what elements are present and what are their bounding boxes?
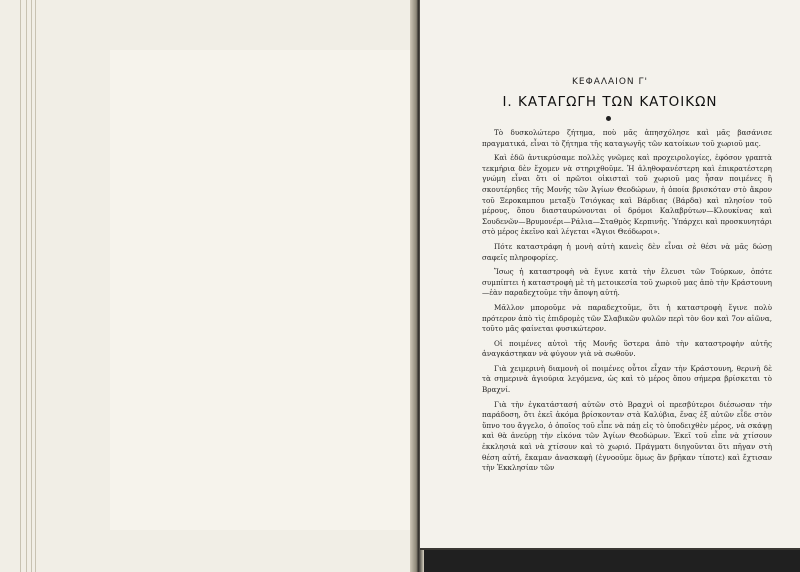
paragraph: Γιὰ τὴν ἐγκατάστασή αὐτῶν στὸ Βραχνὶ οἱ πρεσβύτεροι διέσωσαν τὴν παράδοση, ὅτι ἐκεῖ ἀκόμα βρίσκονταν στὰ Καλύβια, ἕνας ἐξ αὐτῶν εἶδε στὸν ὕπνο του ἄγγελο, ὁ ὁποῖος τοῦ εἶπε νὰ πάῃ εἰς τὸ ὑποδειχθὲν μέρος, νὰ σκάψῃ καὶ θὰ ἀνεύρῃ τὴν εἰκόνα τῶν Ἁγίων Θεοδώρων. Ἐκεῖ τοῦ εἶπε νὰ χτίσουν ἐκκλησιὰ καὶ νὰ χτίσουν καὶ τὸ χωριό. Πράγματι διηγοῦνται ὅτι πῆγαν στὴ θέση αὐτή, ἔκαμαν ἀνασκαφὴ (ἐγνοοῦμε ὅμως ἂν βρῆκαν τίποτε) καὶ ἔχτισαν τὴν Ἐκκλησίαν τῶν xyxy=(482,399,772,473)
paragraph: Μᾶλλον μποροῦμε νὰ παραδεχτοῦμε, ὅτι ἡ καταστροφὴ ἔγινε πολὺ πρότερον ἀπὸ τὶς ἐπιδρομὲς τῶν Σλαβικῶν φυλῶν περὶ τὸν 6ον καὶ 7ον αἰῶνα, τοῦτο μᾶς φαίνεται φυσικώτερον. xyxy=(482,302,772,334)
page-edge-line xyxy=(35,0,36,572)
paragraph: Γιὰ χειμερινὴ διαμονὴ οἱ ποιμένες οὗτοι εἶχαν τὴν Κράστουνη, θερινὴ δὲ τὰ σημερινὰ ἀγιούρια λεγόμενα, ὡς καὶ τὸ μέρος ὅπου σήμερα βρίσκεται τὸ Βραχνί. xyxy=(482,363,772,395)
page-edge-line xyxy=(31,0,32,572)
chapter-label: ΚΕΦΑΛΑΙΟΝ Γ' xyxy=(572,77,648,87)
page-edge-line xyxy=(20,0,21,572)
paragraph: Τὸ δυσκολώτερο ζήτημα, ποὺ μᾶς ἀπησχόλησε καὶ μᾶς βασάνισε πραγματικά, εἶναι τὸ ζήτημα τῆς καταγωγῆς τῶν κατοίκων τοῦ χωριοῦ μας. xyxy=(482,128,772,148)
blank-page-area xyxy=(110,50,410,530)
body-text xyxy=(482,128,772,478)
chapter-title: I. ΚΑΤΑΓΩΓΗ ΤΩΝ ΚΑΤΟΙΚΩΝ xyxy=(502,94,718,110)
page-edge-line xyxy=(26,0,27,572)
paragraph: Ἴσως ἡ καταστροφὴ νὰ ἔγινε κατὰ τὴν ἔλευσι τῶν Τούρκων, ὁπότε συμπίπτει ἡ καταστροφὴ μὲ τὴ μετοικεσία τοῦ χωριοῦ μας ἀπὸ τὴν Κράστουνη—ἐὰν παραδεχτοῦμε τὴν ἄποψη αὐτή. xyxy=(482,267,772,298)
paragraph: Οἱ ποιμένες αὐτοὶ τῆς Μονῆς ὕστερα ἀπὸ τὴν καταστροφὴν αὐτῆς ἀναγκάστηκαν νὰ φύγουν γιὰ νὰ σωθοῦν. xyxy=(482,338,772,359)
ornament-dot xyxy=(606,116,611,121)
paragraph: Καὶ ἐδῶ ἀντικρύσαμε πολλὲς γνῶμες καὶ προχειρολογίες, ἐφόσον γραπτὰ τεκμήρια δὲν ἔχομεν νὰ στηριχθοῦμε. Ἡ ἀληθοφανέστερη καὶ ἐπικρατέστερη γνώμη εἶναι ὅτι οἱ πρῶτοι οἰκισταὶ τοῦ χωριοῦ μας ἦσαν ποιμένες ἢ σκουτέρηδες τῆς Μονῆς τῶν Ἁγίων Θεοδώρων, ἡ ὁποία βρισκόταν στὸ ἄκρον τοῦ Ξεροκαμπου μεταξὺ Τσιόγκας καὶ Βάρδιας (Βάρδα) καὶ πλησίον τοῦ μέρους, ὅπου διασταυρώνονται οἱ δρόμοι Καλαβρύτων—Κλουκίνας καὶ Σουδενῶν—Βρυμονέρι—Ράλια—Σταθμὸς Κερπινῆς. Ὑπάρχει καὶ προσκυνητάρι στὸ μέρος ἐκεῖνο καὶ λέγεται «Ἅγιοι Θεόδωροι». xyxy=(482,153,772,237)
right-page xyxy=(420,0,800,550)
paragraph: Πότε καταστράφη ἡ μονὴ αὐτὴ κανεὶς δὲν εἶναι σὲ θέσι νὰ μᾶς δώσῃ σαφεῖς πληροφορίες. xyxy=(482,241,772,262)
